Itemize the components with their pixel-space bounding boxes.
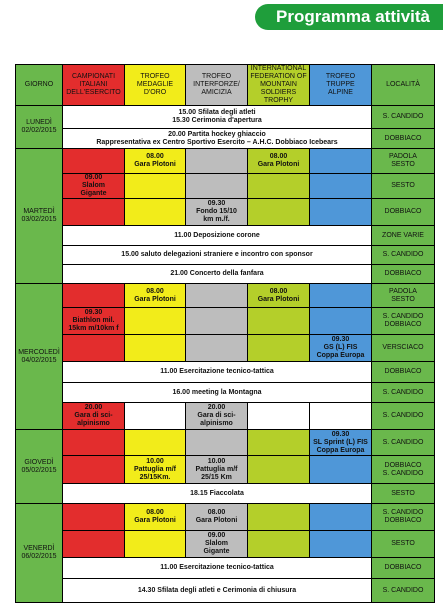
- grid-cell: [63, 430, 125, 456]
- table-row: [16, 284, 435, 308]
- grid-cell: [310, 504, 372, 531]
- event-text: 09.30 SL Sprint (L) FIS Coppa Europa: [313, 430, 368, 454]
- event-text: 15.00 Sfilata degli atleti 15.30 Cerimonia d'apertura: [172, 109, 262, 124]
- event-text: 11.00 Deposizione corone: [174, 231, 260, 239]
- table-row: [16, 484, 435, 504]
- event-text: 08.00 Gara Plotoni: [134, 509, 176, 524]
- header-row: [16, 65, 435, 106]
- event-cell: [186, 199, 248, 226]
- event-text: 08.00 Gara Plotoni: [134, 153, 176, 168]
- location-cell: SESTO: [372, 174, 435, 199]
- grid-cell: [63, 149, 125, 174]
- event-cell: [186, 403, 248, 430]
- table-row: [16, 174, 435, 199]
- event-text: 20.00 Gara di sci- alpinismo: [74, 404, 113, 427]
- table-row: [16, 362, 435, 383]
- location-cell: S. CANDIDO: [372, 430, 435, 456]
- table-row: [16, 199, 435, 226]
- event-cell: [63, 484, 372, 504]
- table-row: [16, 265, 435, 284]
- event-text: 09.30 Biathlon mil. 15km m/10km f: [68, 309, 119, 332]
- event-text: 09.30 Fondo 15/10 km m./f.: [196, 200, 237, 223]
- day-martedi: MARTEDÌ 03/02/2015: [16, 149, 63, 284]
- grid-cell: [125, 199, 186, 226]
- table-row: [16, 335, 435, 362]
- grid-cell: [186, 174, 248, 199]
- event-text: 10.00 Pattuglia m/f 25/15Km.: [133, 457, 176, 481]
- table-row: [16, 226, 435, 246]
- table-row: [16, 531, 435, 558]
- event-cell: [186, 504, 248, 531]
- table-row: [16, 246, 435, 265]
- grid-cell: [248, 456, 310, 484]
- header-ifms: INTERNATIONAL FEDERATION OF MOUNTAIN SOLDIERS TROPHY: [248, 65, 310, 106]
- table-row: [16, 308, 435, 335]
- grid-cell: [125, 430, 186, 456]
- event-text: 08.00 Gara Plotoni: [134, 287, 176, 303]
- location-cell: DOBBIACO: [372, 265, 435, 284]
- location-cell: DOBBIACO: [372, 129, 435, 149]
- table-row: [16, 558, 435, 579]
- table-row: [16, 106, 435, 129]
- grid-cell: [310, 284, 372, 308]
- day-giovedi: GIOVEDÌ 05/02/2015: [16, 430, 63, 504]
- location-cell: SESTO: [372, 484, 435, 504]
- event-cell: [125, 456, 186, 484]
- grid-cell: [248, 504, 310, 531]
- event-cell: [310, 430, 372, 456]
- grid-cell: [310, 174, 372, 199]
- grid-cell: [63, 504, 125, 531]
- grid-cell: [248, 335, 310, 362]
- location-cell: PADOLA SESTO: [372, 284, 435, 308]
- event-text: 20.00 Gara di sci- alpinismo: [197, 404, 236, 427]
- event-cell: [125, 504, 186, 531]
- grid-cell: [186, 335, 248, 362]
- location-cell: DOBBIACO: [372, 199, 435, 226]
- grid-cell: [248, 308, 310, 335]
- grid-cell: [125, 174, 186, 199]
- table-row: [16, 149, 435, 174]
- grid-cell: [310, 199, 372, 226]
- event-text: 21.00 Concerto della fanfara: [170, 270, 264, 277]
- grid-cell: [186, 308, 248, 335]
- schedule-table: [15, 64, 435, 603]
- grid-cell: [125, 531, 186, 558]
- grid-cell: [310, 456, 372, 484]
- grid-cell: [186, 284, 248, 308]
- location-cell: S. CANDIDO: [372, 106, 435, 129]
- location-cell: DOBBIACO S. CANDIDO: [372, 456, 435, 484]
- event-text: 09.30 GS (L) FIS Coppa Europa: [316, 336, 365, 359]
- table-row: [16, 403, 435, 430]
- grid-cell: [63, 335, 125, 362]
- location-cell: S. CANDIDO: [372, 403, 435, 430]
- event-text: 16.00 meeting la Montagna: [172, 388, 262, 396]
- grid-cell: [248, 174, 310, 199]
- header-localita: LOCALITÀ: [372, 65, 435, 106]
- event-cell: [310, 335, 372, 362]
- event-text: 08.00 Gara Plotoni: [195, 509, 238, 524]
- event-cell: [63, 558, 372, 579]
- header-medaglie: TROFEO MEDAGLIE D'ORO: [125, 65, 186, 106]
- header-truppe: TROFEO TRUPPE ALPINE: [310, 65, 372, 106]
- grid-cell: [63, 531, 125, 558]
- grid-cell: [125, 403, 186, 430]
- grid-cell: [186, 430, 248, 456]
- event-text: 10.00 Pattuglia m/f 25/15 Km: [195, 457, 238, 481]
- table-row: [16, 456, 435, 484]
- location-cell: S. CANDIDO: [372, 579, 435, 603]
- grid-cell: [248, 199, 310, 226]
- table-row: [16, 579, 435, 603]
- event-cell: [125, 284, 186, 308]
- grid-cell: [248, 531, 310, 558]
- table-row: [16, 430, 435, 456]
- event-cell: [248, 149, 310, 174]
- event-text: 18.15 Fiaccolata: [190, 489, 244, 497]
- grid-cell: [310, 531, 372, 558]
- page-title: Programma attività: [255, 4, 443, 30]
- grid-cell: [310, 403, 372, 430]
- event-cell: [186, 456, 248, 484]
- event-text: 08.00 Gara Plotoni: [257, 153, 300, 168]
- table-row: [16, 504, 435, 531]
- event-text: 20.00 Partita hockey ghiaccio Rappresentativa ex Centro Sportivo Esercito – A.H.C. Dobbiaco Icebears: [96, 130, 338, 146]
- event-cell: [63, 129, 372, 149]
- grid-cell: [63, 456, 125, 484]
- event-text: 15.00 saluto delegazioni straniere e incontro con sponsor: [121, 251, 313, 258]
- grid-cell: [63, 199, 125, 226]
- table-row: [16, 383, 435, 403]
- day-lunedi: LUNEDÌ 02/02/2015: [16, 106, 63, 149]
- event-cell: [63, 265, 372, 284]
- event-text: 09.00 Slalom Gigante: [80, 174, 107, 197]
- event-cell: [63, 246, 372, 265]
- location-cell: S. CANDIDO DOBBIACO: [372, 504, 435, 531]
- location-cell: S. CANDIDO: [372, 246, 435, 265]
- grid-cell: [125, 335, 186, 362]
- location-cell: DOBBIACO: [372, 558, 435, 579]
- event-cell: [63, 226, 372, 246]
- event-cell: [125, 149, 186, 174]
- grid-cell: [125, 308, 186, 335]
- header-giorno: GIORNO: [16, 65, 63, 106]
- event-cell: [63, 403, 125, 430]
- grid-cell: [310, 149, 372, 174]
- day-venerdi: VENERDÌ 06/02/2015: [16, 504, 63, 603]
- event-cell: [248, 284, 310, 308]
- event-text: 11.00 Esercitazione tecnico-tattica: [160, 564, 274, 571]
- event-text: 08.00 Gara Plotoni: [257, 287, 300, 303]
- event-text: 14.30 Sfilata degli atleti e Cerimonia di chiusura: [137, 586, 297, 594]
- event-cell: [63, 579, 372, 603]
- location-cell: S. CANDIDO: [372, 383, 435, 403]
- grid-cell: [63, 284, 125, 308]
- location-cell: SESTO: [372, 531, 435, 558]
- event-cell: [63, 174, 125, 199]
- event-cell: [186, 531, 248, 558]
- grid-cell: [248, 403, 310, 430]
- grid-cell: [310, 308, 372, 335]
- event-cell: [63, 383, 372, 403]
- header-interforze: TROFEO INTERFORZE/ AMICIZIA: [186, 65, 248, 106]
- table-row: [16, 129, 435, 149]
- location-cell: S. CANDIDO DOBBIACO: [372, 308, 435, 335]
- event-text: 11.00 Esercitazione tecnico-tattica: [160, 368, 274, 375]
- location-cell: PADOLA SESTO: [372, 149, 435, 174]
- location-cell: ZONE VARIE: [372, 226, 435, 246]
- location-cell: VERSCIACO: [372, 335, 435, 362]
- grid-cell: [248, 430, 310, 456]
- event-text: 09.00 Slalom Gigante: [203, 532, 230, 555]
- event-cell: [63, 106, 372, 129]
- event-cell: [63, 362, 372, 383]
- grid-cell: [186, 149, 248, 174]
- event-cell: [63, 308, 125, 335]
- header-campionati: CAMPIONATI ITALIANI DELL'ESERCITO: [63, 65, 125, 106]
- location-cell: DOBBIACO: [372, 362, 435, 383]
- day-mercoledi: MERCOLEDÌ 04/02/2015: [16, 284, 63, 430]
